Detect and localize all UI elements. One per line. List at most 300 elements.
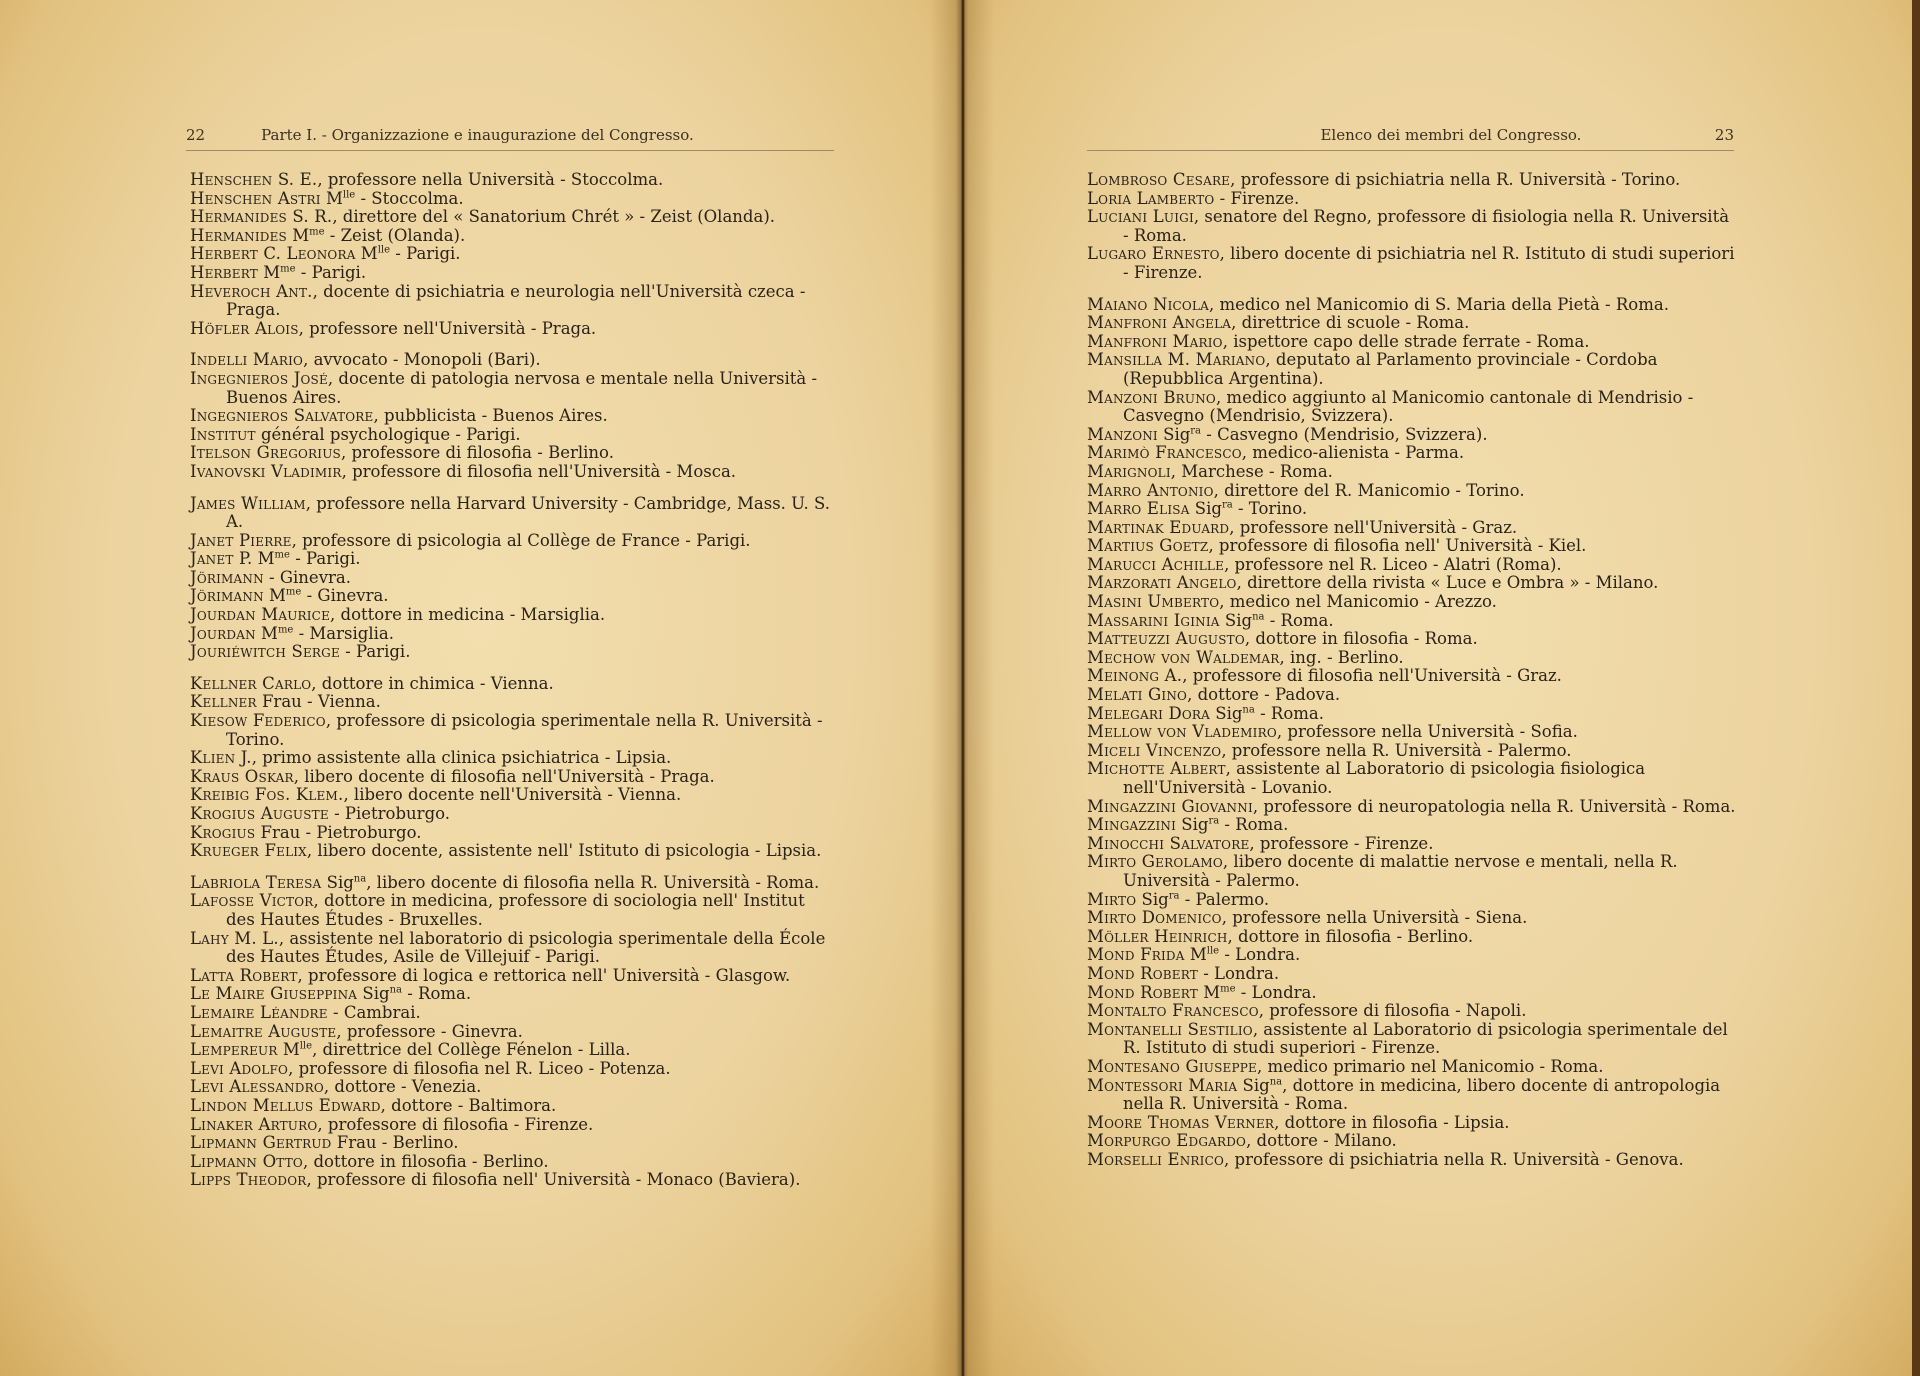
member-entry [190,1041,830,1060]
member-entry [1087,891,1737,910]
member-description: , professore di psicologia sperimentale nella R. Università - Torino. [226,711,823,749]
member-description: , docente di psichiatria e neurologia nell'Università czeca - Praga. [226,281,806,320]
member-description: - Cambrai. [327,1002,421,1022]
left-running-head: Parte I. - Organizzazione e inaugurazione del Congresso. [261,126,694,144]
member-title: Sig [1176,815,1209,835]
member-description: - Ginevra. [263,567,351,587]
member-name: Herbert [190,262,258,282]
member-name: Michotte Albert [1087,759,1226,779]
member-entry [1087,537,1737,556]
right-member-list [1087,171,1737,1169]
member-name: Henschen Astri [190,188,321,208]
member-entry [1087,351,1737,388]
member-entry [1087,667,1737,686]
member-entry [1087,686,1737,705]
member-title: M [1197,982,1221,1002]
member-title-superscript: na [1269,1076,1283,1087]
member-title-superscript: ra [1221,499,1233,511]
member-entry [1087,500,1737,519]
member-entry [1087,593,1737,612]
member-entry [190,171,830,190]
member-name: Kraus Oskar [190,766,294,786]
member-name: James William [190,493,306,513]
right-running-header [1087,126,1734,151]
member-entry [190,569,830,588]
member-entry [1087,444,1737,463]
member-name: Janet Pierre [190,530,292,550]
member-name: Mingazzini Giovanni [1087,796,1253,816]
member-name: Lempereur [190,1040,278,1060]
member-name: Mond Frida [1087,945,1185,965]
member-entry [190,824,830,843]
right-page-number: 23 [1714,126,1734,144]
member-title: M [286,225,310,245]
member-description: , professore di filosofia nell' Università - Monaco (Baviera). [306,1170,801,1190]
member-name: Luciani Luigi [1087,207,1194,227]
member-name: Mirto Domenico [1087,908,1222,928]
member-name: Kreibig Fos. Klem. [190,785,344,805]
member-entry [190,874,830,893]
member-entry [1087,519,1737,538]
member-name: Lipmann Gertrud [190,1133,332,1153]
member-name: Melegari Dora [1087,703,1211,723]
member-entry [190,1153,830,1172]
member-description: , dottore in filosofia - Berlino. [1227,926,1474,946]
member-name: Kellner Carlo [190,673,312,693]
member-description: - Palermo. [1179,889,1270,909]
member-name: Lipps Theodor [190,1170,307,1190]
member-name: Maiano Nicola [1087,294,1209,314]
member-description: , libero docente di filosofia nell'Università - Praga. [293,766,715,786]
member-description: , assistente al Laboratorio di psicologia fisiologica nell'Università - Lovanio. [1123,759,1646,797]
member-description: , professore di filosofia nell'Università - Mosca. [341,461,737,481]
member-description: , primo assistente alla clinica psichiatrica - Lipsia. [251,748,672,768]
member-entry [1087,1151,1737,1170]
member-name: Lemaitre Auguste [190,1021,337,1041]
member-name: Ivanovski Vladimir [190,461,342,481]
member-name: Janet P. [190,549,253,569]
member-description: , dottore - Padova. [1187,685,1341,705]
member-title-superscript: me [309,226,325,238]
member-description: - Firenze. [1214,188,1300,208]
member-entry [1087,426,1737,445]
member-description: , professore di logica e rettorica nell' Università - Glasgow. [297,965,791,985]
member-description: Frau - Pietroburgo. [255,822,422,842]
member-description: - Parigi. [295,262,367,282]
member-name: Möller Heinrich [1087,926,1228,946]
member-description: , direttore del « Sanatorium Chrét » - Zeist (Olanda). [332,207,776,227]
member-entry [1087,612,1737,631]
member-entry [1087,835,1737,854]
member-description: - Casvegno (Mendrisio, Svizzera). [1201,424,1488,444]
member-name: Marro Antonio [1087,480,1214,500]
member-name: Mechow von Waldemar [1087,647,1280,667]
member-name: Ingegnieros Salvatore [190,406,374,426]
member-title-superscript: ra [1190,425,1202,437]
member-entry [190,1116,830,1135]
member-name: Manzoni [1087,424,1158,444]
member-entry [190,320,830,339]
member-name: Kiesow Federico [190,711,326,731]
member-entry [1087,1058,1737,1077]
member-entry [1087,556,1737,575]
member-description: , medico aggiunto al Manicomio cantonale di Mendrisio - Casvegno (Mendrisio, Svizzera). [1123,387,1694,426]
member-entry [1087,208,1737,245]
member-entry [1087,649,1737,668]
member-entry [190,264,830,283]
member-description: , professore nella Università - Stoccolma. [317,170,664,189]
member-name: Marignoli [1087,461,1171,481]
member-title-superscript: me [285,586,302,598]
member-name: Jörimann [190,567,264,587]
member-name: Manfroni Mario [1087,331,1223,351]
member-description: , professore di filosofia nell' Università - Kiel. [1208,536,1587,556]
member-entry [1087,630,1737,649]
member-name: Marro Elisa [1087,499,1190,519]
member-name: Massarini Iginia [1087,610,1220,630]
member-entry [1087,965,1737,984]
member-entry [1087,798,1737,817]
member-name: Montesano Giuseppe [1087,1056,1257,1076]
member-description: , medico nel Manicomio - Arezzo. [1219,592,1497,612]
member-entry [190,967,830,986]
member-description: , direttrice di scuole - Roma. [1231,313,1470,333]
member-description: , dottore in filosofia - Berlino. [302,1151,549,1171]
member-entry [1087,482,1737,501]
member-entry [190,1097,830,1116]
member-description: , professore nella Harvard University - Cambridge, Mass. U. S. A. [226,493,830,532]
left-running-header [186,126,834,151]
member-description: , professore - Ginevra. [336,1021,523,1041]
member-entry [190,1134,830,1153]
member-description: - Londra. [1197,963,1280,983]
member-description: , dottore in filosofia - Roma. [1244,629,1478,649]
member-entry [1087,853,1737,890]
member-title: Sig [1210,703,1243,723]
member-title-superscript: ra [1208,815,1220,827]
member-title-superscript: lle [377,244,391,256]
member-description: - Roma. [401,984,472,1004]
member-entry [190,208,830,227]
member-entry [1087,463,1737,482]
member-description: , dottore in medicina - Marsiglia. [330,605,606,625]
member-entry [1087,1021,1737,1058]
member-name: Montanelli Sestilio [1087,1019,1253,1039]
member-name: Melati Gino [1087,685,1188,705]
member-description: , professore nel R. Liceo - Alatri (Roma). [1224,554,1562,574]
member-entry [190,550,830,569]
member-description: , professore nell'Università - Praga. [298,318,597,338]
member-description: - Londra. [1219,945,1301,965]
member-title-superscript: me [280,263,296,275]
member-entry [190,693,830,712]
member-title: M [277,1040,300,1060]
member-entry [1087,984,1737,1003]
member-description: , medico-alienista - Parma. [1241,443,1465,463]
member-name: Jouriéwitch Serge [190,642,340,662]
member-entry [1087,389,1737,426]
member-entry [190,643,830,662]
member-entry [1087,816,1737,835]
member-name: Marzorati Angelo [1087,573,1237,593]
member-name: Mond Robert [1087,963,1198,983]
member-title-superscript: na [1242,704,1255,716]
member-name: Matteuzzi Augusto [1087,629,1245,649]
member-description: , dottore in medicina, professore di sociologia nell' Institut des Hautes Études - Bruxelles. [226,891,805,929]
member-description: , direttore della rivista « Luce e Ombra » - Milano. [1236,573,1659,593]
member-entry [1087,1114,1737,1133]
member-name: Mond Robert [1087,982,1198,1002]
member-description: , medico primario nel Manicomio - Roma. [1257,1056,1604,1076]
member-entry [1087,742,1737,761]
member-description: , libero docente nell'Università - Vienna. [343,785,682,805]
member-entry [190,805,830,824]
member-entry [1087,190,1737,209]
member-name: Mingazzini [1087,815,1177,835]
member-description: , dottore in medicina, libero docente di antropologia nella R. Università - Roma. [1123,1075,1721,1114]
member-description: , direttrice del Collège Fénelon - Lilla. [312,1040,631,1060]
member-description: - Roma. [1254,703,1324,723]
member-description: - Londra. [1235,982,1317,1002]
member-entry [1087,333,1737,352]
member-title-superscript: na [353,873,367,885]
member-description: , professore nella R. Università - Palermo. [1221,740,1572,760]
member-entry [190,245,830,264]
member-description: , medico nel Manicomio di S. Maria della Pietà - Roma. [1208,294,1669,314]
member-name: Klien J. [190,748,252,768]
member-description: , libero docente, assistente nell' Istituto di psicologia - Lipsia. [306,841,822,861]
member-entry [1087,314,1737,333]
member-description: , deputato al Parlamento provinciale - Cordoba (Repubblica Argentina). [1123,350,1658,388]
member-description: - Torino. [1232,499,1308,519]
member-description: , dottore in filosofia - Lipsia. [1274,1112,1510,1132]
member-name: Henschen S. E. [190,170,318,189]
member-description: - Roma. [1219,815,1289,835]
member-title-superscript: me [277,624,294,636]
member-title: M [263,586,286,606]
member-entry [190,985,830,1004]
member-description: Frau - Berlino. [331,1133,459,1153]
member-name: Krogius [190,822,256,842]
member-description: , professore di psichiatria nella R. Università - Torino. [1230,170,1681,189]
member-description: , professore di psicologia al Collège de France - Parigi. [291,530,751,550]
member-description: , dottore - Milano. [1246,1131,1397,1151]
member-name: Lahy M. L. [190,928,279,948]
member-name: Masini Umberto [1087,592,1220,612]
member-name: Mellow von Vlademiro [1087,722,1277,742]
member-title: M [255,623,278,643]
member-title-superscript: lle [1206,945,1220,957]
member-entry [190,283,830,320]
member-entry [190,712,830,749]
member-description: , docente di patologia nervosa e mentale nella Università - Buenos Aires. [226,368,818,407]
member-title-superscript: me [1220,983,1236,995]
member-entry [1087,723,1737,742]
member-name: Lipmann Otto [190,1151,303,1171]
member-name: Ingegnieros José [190,368,328,388]
member-name: Indelli Mario [190,350,304,370]
member-name: Montalto Francesco [1087,1001,1259,1021]
member-name: Marimò Francesco [1087,443,1242,463]
member-entry [1087,574,1737,593]
left-member-list [190,171,830,1190]
member-name: Hermanides [190,225,287,245]
member-name: Miceli Vincenzo [1087,740,1222,760]
member-title: Sig [1189,499,1222,519]
member-name: Krueger Felix [190,841,307,861]
member-entry [1087,946,1737,965]
member-entry [190,606,830,625]
member-title-superscript: na [1252,611,1265,623]
member-name: Latta Robert [190,965,298,985]
member-description: , professore di filosofia - Napoli. [1258,1001,1527,1021]
member-name: Krogius Auguste [190,804,329,823]
member-description: , ing. - Berlino. [1279,647,1404,667]
member-entry [190,227,830,246]
member-entry [190,351,830,370]
member-entry [1087,1002,1737,1021]
member-name: Herbert C. Leonora [190,244,356,264]
member-description: général psychologique - Parigi. [255,424,521,444]
member-description: , professore - Firenze. [1249,833,1434,853]
member-entry [1087,705,1737,724]
member-entry [1087,1132,1737,1151]
member-entry [190,190,830,209]
member-name: Mirto [1087,889,1137,909]
member-description: , pubblicista - Buenos Aires. [373,406,608,426]
member-description: , Marchese - Roma. [1170,461,1333,481]
member-title: Sig [1237,1075,1270,1095]
member-title-superscript: na [389,984,402,996]
member-description: , ispettore capo delle strade ferrate - Roma. [1222,331,1590,351]
member-entry [1087,760,1737,797]
member-description: , direttore del R. Manicomio - Torino. [1213,480,1525,500]
member-name: Manzoni Bruno [1087,387,1216,407]
member-name: Jourdan Maurice [190,605,331,625]
member-entry [190,587,830,606]
member-title-superscript: me [274,549,290,561]
member-entry [190,463,830,482]
member-entry [190,1171,830,1190]
member-name: Mansilla M. Mariano [1087,350,1266,370]
member-title: M [320,188,343,208]
member-description: , professore di neuropatologia nella R. Università - Roma. [1252,796,1736,816]
member-description: , libero docente di filosofia nella R. Università - Roma. [366,872,820,892]
member-title: Sig [1157,424,1191,444]
member-name: Levi Adolfo [190,1058,289,1078]
left-page-number: 22 [186,126,206,144]
member-description: - Marsiglia. [293,623,394,643]
member-description: , libero docente di psichiatria nel R. Istituto di studi superiori - Firenze. [1123,244,1735,282]
member-title: Sig [321,872,354,892]
member-entry [190,407,830,426]
member-description: , professore nella Università - Sofia. [1276,722,1578,742]
member-description: , professore di filosofia nel R. Liceo - Potenza. [288,1058,671,1078]
member-entry [190,786,830,805]
member-description: , libero docente di malattie nervose e mentali, nella R. Università - Palermo. [1123,852,1678,890]
member-entry [1087,245,1737,282]
member-name: Marucci Achille [1087,554,1225,574]
member-description: , dottore - Venezia. [323,1077,482,1097]
member-entry [190,1004,830,1023]
right-page [964,0,1920,1376]
member-entry [190,1078,830,1097]
member-entry [190,370,830,407]
member-entry [1087,928,1737,947]
member-name: Levi Alessandro [190,1077,324,1097]
member-name: Lindon Mellus Edward [190,1095,381,1115]
member-entry [1087,909,1737,928]
member-title: M [1184,945,1207,965]
member-entry [1087,171,1737,190]
member-description: , assistente nel laboratorio di psicologia sperimentale della École des Hautes Études, Asile de Villejuif - Parigi. [226,928,826,967]
member-name: Lafosse Victor [190,891,314,911]
member-entry [190,1023,830,1042]
member-name: Heveroch Ant. [190,281,313,301]
member-title: Sig [357,984,390,1004]
member-name: Manfroni Angela [1087,313,1232,333]
member-entry [190,444,830,463]
member-description: Frau - Vienna. [256,692,381,712]
member-description: , avvocato - Monopoli (Bari). [303,350,541,370]
member-entry [190,1060,830,1079]
member-name: Hermanides S. R. [190,207,333,227]
member-name: Loria Lamberto [1087,188,1215,208]
member-title: M [258,262,281,282]
right-running-head: Elenco dei membri del Congresso. [1320,126,1582,144]
member-name: Lugaro Ernesto [1087,244,1220,264]
member-entry [190,625,830,644]
book-edge-right [1912,0,1920,1376]
member-entry [190,532,830,551]
member-name: Linaker Arturo [190,1114,318,1134]
member-name: Itelson Gregorius [190,443,341,463]
member-description: , dottore in chimica - Vienna. [311,673,554,693]
member-name: Mirto Gerolamo [1087,852,1223,872]
member-title-superscript: lle [299,1040,313,1052]
member-title: M [355,244,378,264]
member-name: Lemaire Léandre [190,1002,328,1022]
member-title: Sig [1219,610,1253,630]
member-description: , senatore del Regno, professore di fisiologia nella R. Università - Roma. [1123,207,1730,245]
member-description: - Parigi. [289,549,361,569]
member-name: Montessori Maria [1087,1075,1238,1095]
member-description: , professore nell'Università - Graz. [1229,517,1518,537]
member-description: , professore di psichiatria nella R. Università - Genova. [1224,1149,1684,1169]
member-description: - Parigi. [339,642,411,662]
member-name: Morpurgo Edgardo [1087,1131,1247,1151]
member-entry [190,426,830,445]
member-entry [1087,1077,1737,1114]
member-description: - Zeist (Olanda). [324,225,466,245]
member-entry [190,749,830,768]
member-name: Lombroso Cesare [1087,170,1231,189]
member-name: Moore Thomas Verner [1087,1112,1275,1132]
member-entry [190,495,830,532]
member-name: Le Maire Giuseppina [190,984,358,1004]
member-name: Höfler Alois [190,318,299,338]
member-entry [190,768,830,787]
member-title-superscript: ra [1168,890,1180,902]
member-description: , professore di filosofia - Berlino. [340,443,614,463]
member-name: Martius Goetz [1087,536,1209,556]
member-description: - Parigi. [390,244,461,264]
member-name: Kellner [190,692,257,712]
member-title-superscript: lle [342,189,356,201]
member-entry [1087,296,1737,315]
member-name: Institut [190,424,256,444]
member-title: Sig [1136,889,1169,909]
